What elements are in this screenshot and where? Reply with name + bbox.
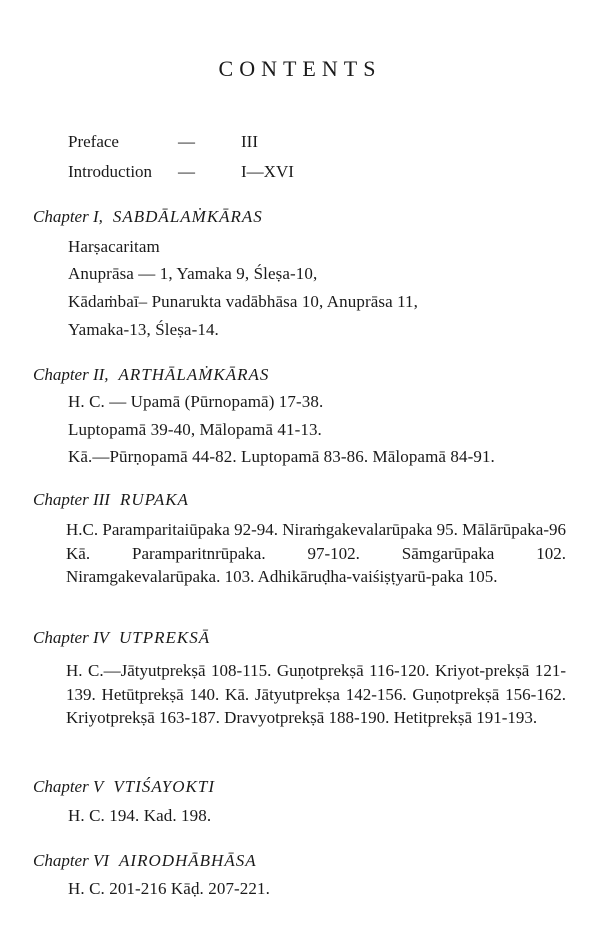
- chapter-2-line: Kā.—Pūrṇopamā 44-82. Luptopamā 83-86. Mālopamā 84-91.: [68, 447, 495, 466]
- chapter-2-line: Luptopamā 39-40, Mālopamā 41-13.: [68, 420, 322, 439]
- chapter-number: Chapter IV: [33, 628, 110, 647]
- chapter-number: Chapter III: [33, 490, 110, 509]
- chapter-4-entries: H. C.—Jātyutprekṣā 108-115. Guṇotprekṣā 116-120. Kriyot-prekṣā 121-139. Hetūtprekṣā 140. Kā. Jātyutprekṣa 142-156. Guṇotprekṣā 156-162. Kriyotprekṣā 163-187. Dravyotprekṣā 188-190. Hetitprekṣā 191-193.: [66, 661, 566, 727]
- chapter-1-line: Anuprāsa — 1, Yamaka 9, Śleṣa-10,: [68, 264, 318, 283]
- chapter-number: Chapter II,: [33, 365, 109, 384]
- chapter-name: ARTHĀLAṀKĀRAS: [118, 365, 270, 384]
- chapter-1-line: Yamaka-13, Śleṣa-14.: [68, 320, 219, 339]
- chapter-name: UTPREKSĀ: [119, 628, 211, 647]
- front-matter-dash: —: [178, 162, 195, 181]
- chapter-name: VTIŚAYOKTI: [113, 777, 215, 796]
- chapter-number: Chapter I,: [33, 207, 103, 226]
- chapter-3-heading: [33, 490, 189, 510]
- chapter-2-line: H. C. — Upamā (Pūrnopamā) 17-38.: [68, 392, 324, 411]
- page-title: CONTENTS: [218, 56, 382, 81]
- chapter-1-line: Harṣacaritam: [68, 237, 160, 256]
- chapter-6-heading: [33, 851, 257, 871]
- chapter-2-heading: [33, 365, 269, 385]
- chapter-name: SABDĀLAṀKĀRAS: [112, 207, 263, 226]
- front-matter-preface: [68, 132, 258, 152]
- front-matter-pages: III: [241, 132, 258, 151]
- front-matter-label: Preface: [68, 132, 119, 151]
- chapter-number: Chapter VI: [33, 851, 110, 870]
- chapter-6-line: H. C. 201-216 Kāḍ. 207-221.: [68, 879, 270, 898]
- front-matter-introduction: [68, 162, 294, 182]
- chapter-3-entries: H.C. Paramparitaiūpaka 92-94. Niraṁgakevalarūpaka 95. Mālārūpaka-96 Kā. Paramparitnrūpaka. 97-102. Sāmgarūpaka 102. Niramgakevalarūpaka. 103. Adhikāruḍha-vaiśiṣṭyarū-paka 105.: [66, 520, 566, 586]
- front-matter-dash: —: [178, 132, 195, 151]
- chapter-number: Chapter V: [33, 777, 104, 796]
- front-matter-pages: I—XVI: [241, 162, 294, 181]
- chapter-4-heading: [33, 628, 210, 648]
- chapter-5-line: H. C. 194. Kad. 198.: [68, 806, 212, 825]
- chapter-name: AIRODHĀBHĀSA: [119, 851, 257, 870]
- chapter-1-heading: [33, 207, 263, 227]
- front-matter-label: Introduction: [68, 162, 153, 181]
- chapter-name: RUPAKA: [119, 490, 189, 509]
- chapter-1-line: Kādaṁbaī– Punarukta vadābhāsa 10, Anuprāsa 11,: [68, 292, 419, 311]
- chapter-5-heading: [33, 777, 215, 797]
